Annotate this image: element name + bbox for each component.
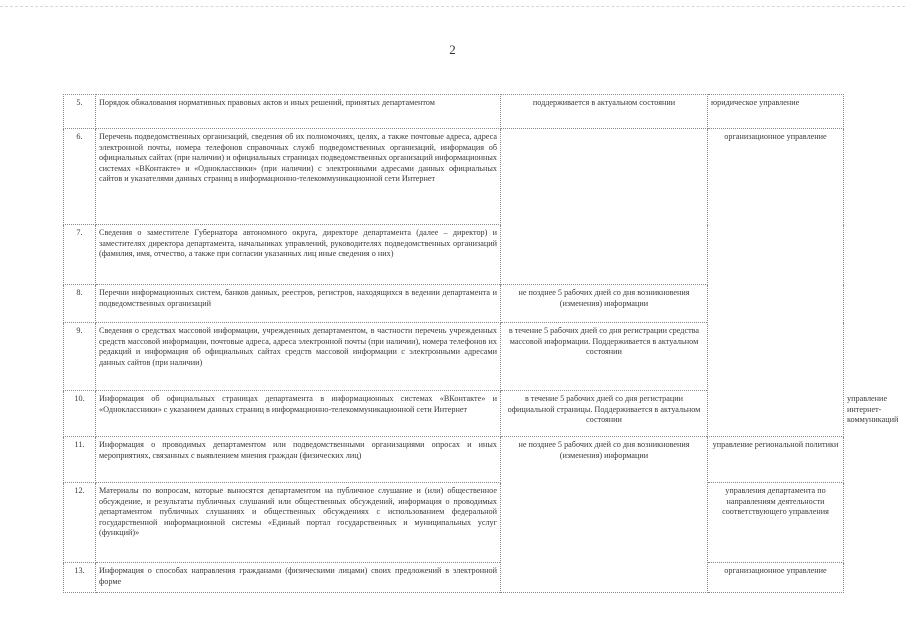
row-number: 10. [64, 391, 96, 437]
row-number: 13. [64, 563, 96, 593]
row-description: Материалы по вопросам, которые выносятся департаментом на публичное слушание и (или) общественное обсуждение, и результаты публичных слушаний или общественных обсуждений, информация о проводимых департаментом публичных слушаниях и общественных обсуждениях с использованием федеральной государственной информационной системы «Единый портал государственных и муниципальных услуг (функций)» [96, 483, 501, 563]
row-term: не позднее 5 рабочих дней со дня возникновения (изменения) информации [501, 285, 708, 323]
row-responsible: юридическое управление [708, 95, 844, 129]
row-number: 8. [64, 285, 96, 323]
row-term: не позднее 5 рабочих дней со дня возникновения (изменения) информации [501, 437, 708, 593]
table-row [64, 483, 844, 563]
row-number: 11. [64, 437, 96, 483]
table-row: 10. Информация об официальных страницах департамента в информационных системах «ВКонтакте» и «Одноклассники» с указанием данных страниц в информационно-телекоммуникационной сети Интернет в течение 5 рабочих дней со дня регистрации официальной страницы. Поддерживается в актуальном состоянии управление интернет-коммуникаций [64, 391, 844, 437]
row-description: Сведения о заместителе Губернатора автономного округа, директоре департамента (далее – директор) и заместителях директора департамента, начальниках управлений, руководителях подведомственных организаций (фамилия, имя, отчество, а также при согласии указанных лиц иные сведения о них) [96, 225, 501, 285]
row-term [501, 129, 708, 285]
row-description: Информация о способах направления гражданами (физическими лицами) своих предложений в электронной форме [96, 563, 501, 593]
table-row [64, 563, 844, 593]
row-number: 12. [64, 483, 96, 563]
row-term: в течение 5 рабочих дней со дня регистрации средства массовой информации. Поддерживается в актуальном состоянии [501, 323, 708, 391]
row-number: 9. [64, 323, 96, 391]
table-row [64, 437, 844, 483]
table-row [64, 95, 844, 129]
row-description: Порядок обжалования нормативных правовых актов и иных решений, принятых департаментом [96, 95, 501, 129]
row-description: Перечень подведомственных организаций, сведения об их полномочиях, целях, а также почтовые адреса, адреса электронной почты, номера телефонов справочных служб подведомственных организаций, информация об официальных сайтах (при наличии) и официальных страницах подведомственных организаций информационных системах «ВКонтакте» и «Одноклассники» (при наличии) с электронными адресами данных официальных сайтов и указателями данных страниц в информационно-телекоммуникационной сети Интернет [96, 129, 501, 225]
row-responsible: управление региональной политики [708, 437, 844, 483]
page-number: 2 [449, 42, 456, 57]
row-term: поддерживается в актуальном состоянии [501, 95, 708, 129]
row-description: Сведения о средствах массовой информации, учрежденных департаментом, в частности перечень учрежденных средств массовой информации, почтовые адреса, адреса электронной почты (при наличии), номера телефонов их редакций и информация об официальных сайтах средств массовой информации с электронными адресами данных сайтов (при наличии) [96, 323, 501, 391]
row-responsible: организационное управление [708, 129, 844, 437]
row-number: 5. [64, 95, 96, 129]
row-number: 7. [64, 225, 96, 285]
information-table [63, 94, 899, 593]
row-responsible: управления департамента по направлениям деятельности соответствующего управления [708, 483, 844, 563]
row-description: Перечни информационных систем, банков данных, реестров, регистров, находящихся в ведении департамента и подведомственных организаций [96, 285, 501, 323]
row-term: в течение 5 рабочих дней со дня регистрации официальной страницы. Поддерживается в актуальном состоянии [501, 391, 708, 437]
row-description: Информация о проводимых департаментом или подведомственными организациями опросах и иных мероприятиях, связанных с выявлением мнения граждан (физических лиц) [96, 437, 501, 483]
row-description: Информация об официальных страницах департамента в информационных системах «ВКонтакте» и «Одноклассники» с указанием данных страниц в информационно-телекоммуникационной сети Интернет [96, 391, 501, 437]
row-responsible: организационное управление [708, 563, 844, 593]
table-row [64, 129, 844, 225]
row-number: 6. [64, 129, 96, 225]
scan-edge-line [0, 6, 905, 8]
